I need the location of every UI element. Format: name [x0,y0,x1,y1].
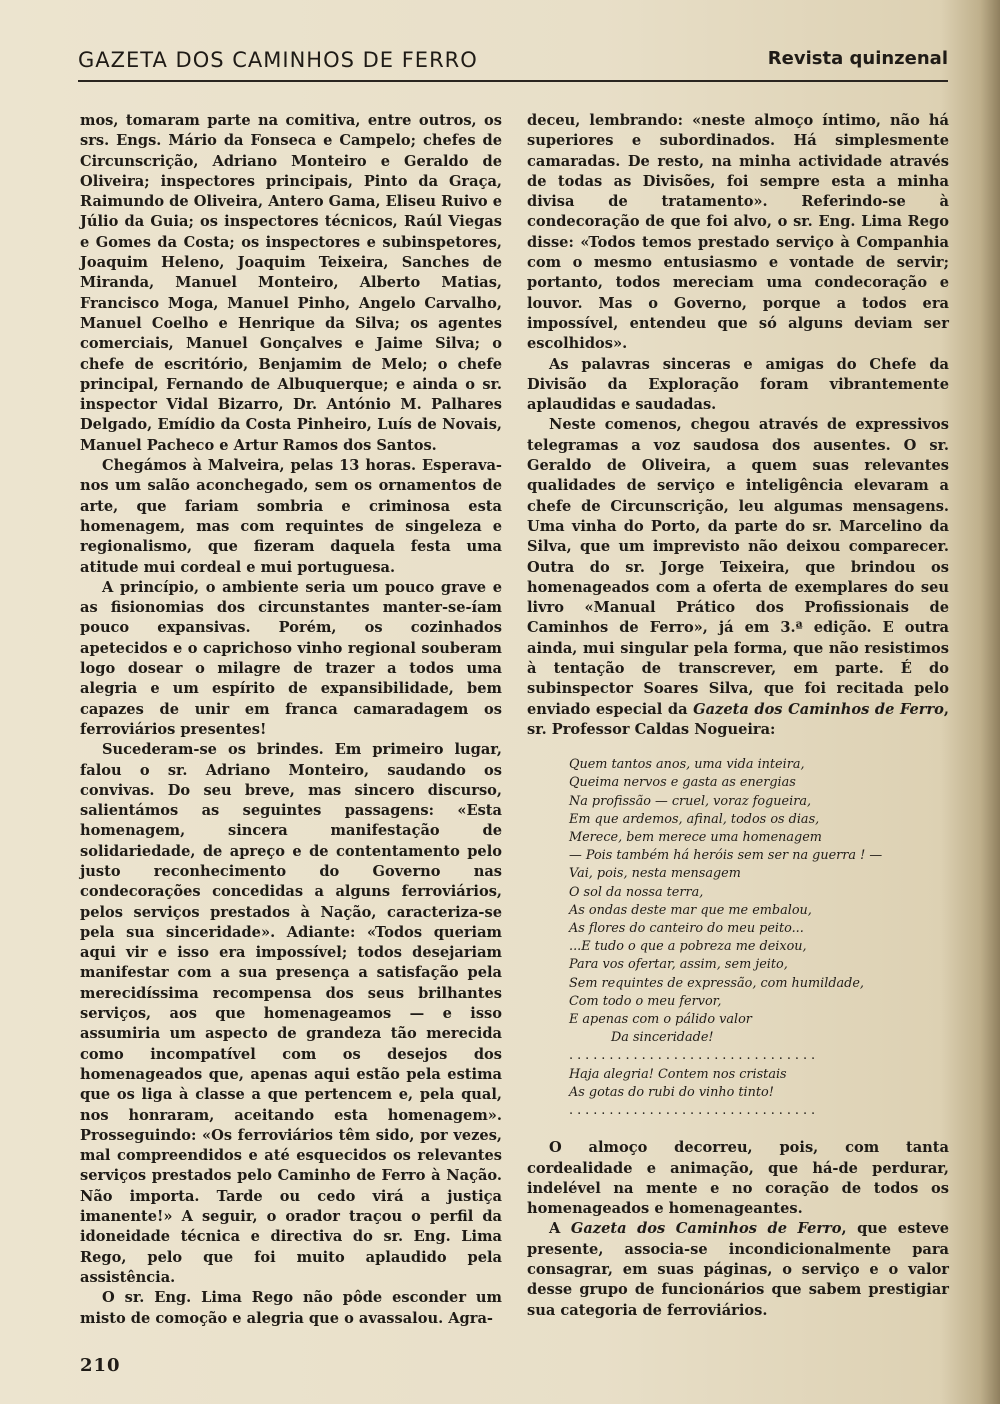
paragraph: A princípio, o ambiente seria um pouco grave e as fisionomias dos circunstantes manter-se-íam pouco expansivas. Porém, os cozinhados apetecidos e o caprichoso vinho regional souberam logo dosear o milagre de trazer a todos uma alegria e um espírito de expansibilidade, bem capazes de unir em franca camaradagem os ferroviários presentes! [80,578,502,738]
poem-line: Quem tantos anos, uma vida inteira, [569,757,805,773]
poem-line: As ondas deste mar que me embalou, [569,902,812,918]
publication-name: Gazeta dos Caminhos de Ferro [570,1220,842,1238]
poem-ellipsis: ............................... [569,1103,820,1119]
poem-line: Na profissão — cruel, voraz fogueira, [569,793,812,809]
poem-line: ...E tudo o que a pobreza me deixou, [569,939,807,955]
paragraph: Sucederam-se os brindes. Em primeiro lugar, falou o sr. Adriano Monteiro, saudando os convivas. Do seu breve, mas sincero discurso, salientámos as seguintes passagens: «Esta homenagem, sincera manifestação de solidariedade, de apreço e de contentamento pelo justo reconhecimento do Governo nas condecorações concedidas a alguns ferroviários, pelos serviços prestados à Nação, caracteriza-se pela sua sinceridade». Adiante: «Todos queriam aqui vir e isso era impossível; todos desejariam manifestar com a sua presença a satisfação pela merecidíssima recompensa dos seus brilhantes serviços, aos que homenageamos — e isso assumiria um aspecto de grandeza tão merecida como incompatível com os desejos dos homenageados que, apenas aqui estão pela estima que os liga à classe a que pertencem e, pela qual, nos honraram, aceitando esta homenagem». Prosseguindo: «Os ferroviários têm sido, por vezes, mal compreendidos e até esquecidos os relevantes serviços prestados pelo Caminho de Ferro à Nação. Não importa. Tarde ou cedo virá a justiça imanente!» A seguir, o orador traçou o perfil da idoneidade técnica e directiva do sr. Eng. Lima Rego, pelo que foi muito aplaudido pela assistência. [80,741,502,1286]
paragraph: As palavras sinceras e amigas do Chefe da Divisão da Exploração foram vibrantemente aplaudidas e saudadas. [527,355,949,414]
poem-line: O sol da nossa terra, [569,884,704,900]
poem-line: Em que ardemos, afinal, todos os dias, [569,811,820,827]
poem-line: — Pois também há heróis sem ser na guerra ! — [569,848,883,864]
paragraph [527,1219,949,1320]
paragraph: O sr. Eng. Lima Rego não pôde esconder um misto de comoção e alegria que o avassalou. Agra- [80,1289,502,1327]
paragraph-text: Neste comenos, chegou através de expressivos telegramas a voz saudosa dos ausentes. O sr. Geraldo de Oliveira, a quem suas relevantes qualidades de serviço e inteligência elevaram a chefe de Circunscrição, leu algumas mensagens. Uma vinha do Porto, da parte do sr. Marcelino da Silva, que um imprevisto não deixou comparecer. Outra do sr. Jorge Teixeira, que brindou os homenageados com a oferta de exemplares do seu livro «Manual Prático dos Profissionais de Caminhos de Ferro», já em 3.ª edição. E outra ainda, mui singular pela forma, que não resistimos à tentação de transcrever, em parte. É do subinspector Soares Silva, que foi recitada pelo enviado especial da [527,416,949,718]
poem-line: Sem requintes de expressão, com humildade, [569,975,864,991]
right-column [527,111,949,1321]
paragraph: deceu, lembrando: «neste almoço íntimo, não há superiores e subordinados. Há simplesmente camaradas. De resto, na minha actividade através de todas as Divisões, foi sempre esta a minha divisa de tratamento». Referindo-se à condecoração de que foi alvo, o sr. Eng. Lima Rego disse: «Todos temos prestado serviço à Companhia com o mesmo entusiasmo e vontade de servir; portanto, todos mereciam uma condecoração e louvor. Mas o Governo, porque a todos era impossível, entendeu que só alguns deviam ser escolhidos». [527,112,949,353]
paragraph: O almoço decorreu, pois, com tanta cordealidade e animação, que há-de perdurar, indelével na mente e no coração de todos os homenageados e homenageantes. [527,1139,949,1218]
paragraph: Chegámos à Malveira, pelas 13 horas. Esperava-nos um salão aconchegado, sem os ornamentos de arte, que fariam sombria e criminosa esta homenagem, mas com requintes de singeleza e regionalismo, que fizeram daquela festa uma atitude mui cordeal e mui portuguesa. [80,457,502,576]
poem-line: Com todo o meu fervor, [569,993,722,1009]
paragraph-text: , que esteve presente, associa-se incondicionalmente para consagrar, em suas páginas, o serviço e o valor desse grupo de funcionários que sabem prestigiar sua categoria de ferroviários. [527,1220,950,1319]
poem-line: Merece, bem merece uma homenagem [569,830,822,846]
poem-ellipsis: ............................... [569,1048,820,1064]
poem-line: As flores do canteiro do meu peito... [569,921,804,937]
paragraph: mos, tomaram parte na comitiva, entre outros, os srs. Engs. Mário da Fonseca e Campelo; chefes de Circunscrição, Adriano Monteiro e Geraldo de Oliveira; inspectores principais, Pinto da Graça, Raimundo de Oliveira, Antero Gama, Eliseu Ruivo e Júlio da Guia; os inspectores técnicos, Raúl Viegas e Gomes da Costa; os inspectores e subinspetores, Joaquim Heleno, Joaquim Teixeira, Sanches de Miranda, Manuel Monteiro, Alberto Matias, Francisco Moga, Manuel Pinho, Angelo Carvalho, Manuel Coelho e Henrique da Silva; os agentes comerciais, Manuel Gonçalves e Jaime Silva; o chefe de escritório, Benjamim de Melo; o chefe principal, Fernando de Albuquerque; e ainda o sr. inspector Vidal Bizarro, Dr. António M. Palhares Delgado, Emídio da Costa Pinheiro, Luís de Novais, Manuel Pacheco e Artur Ramos dos Santos. [80,112,502,454]
poem-line: Haja alegria! Contem nos cristais [569,1066,787,1082]
paragraph [527,415,949,740]
spacer [527,1120,949,1138]
poem-line: As gotas do rubi do vinho tinto! [569,1084,774,1100]
left-column [80,111,502,1329]
poem [569,756,949,1120]
page-header [78,46,948,82]
poem-line: Da sinceridade! [611,1030,714,1046]
poem-line: E apenas com o pálido valor [569,1012,752,1028]
publication-subtitle: Revista quinzenal [767,48,948,69]
paragraph-text: A [549,1220,561,1238]
poem-line: Vai, pois, nesta mensagem [569,866,741,882]
page-number: 210 [80,1355,121,1376]
poem-line: Para vos ofertar, assim, sem jeito, [569,957,788,973]
publication-title: GAZETA DOS CAMINHOS DE FERRO [78,48,478,72]
publication-name: Gazeta dos Caminhos de Ferro [693,700,944,718]
paragraph-text: , sr. Professor Caldas Nogueira: [527,700,949,738]
poem-line: Queima nervos e gasta as energias [569,775,796,791]
